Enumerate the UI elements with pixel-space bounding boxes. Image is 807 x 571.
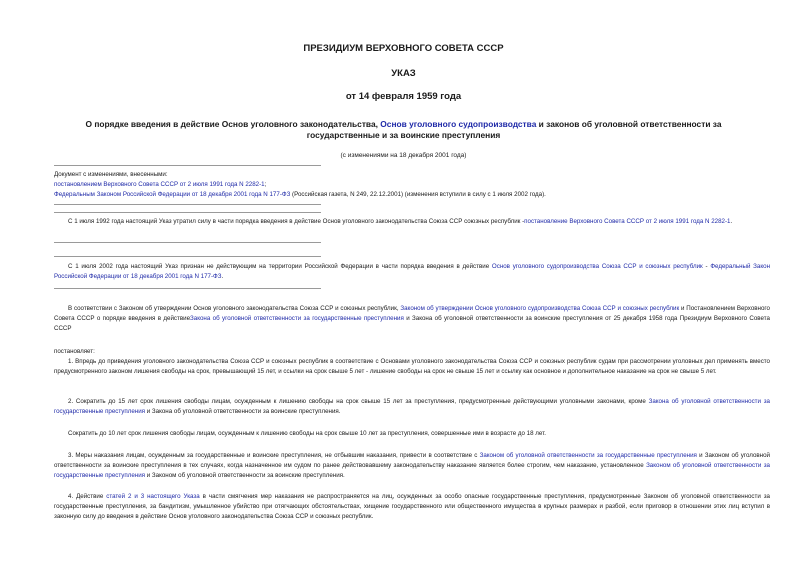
preamble-link-procedure-law[interactable]: Законом об утверждении Основ уголовного судопроизводства Союза ССР и союзных республик bbox=[400, 305, 680, 312]
document-title bbox=[56, 119, 751, 141]
decrees-label: постановляет: bbox=[54, 348, 95, 355]
issuer-heading: ПРЕЗИДИУМ ВЕРХОВНОГО СОВЕТА СССР bbox=[303, 43, 504, 54]
article-3-link-2[interactable]: Законом об уголовной ответственности за государственные преступления bbox=[54, 461, 770, 479]
divider bbox=[54, 288, 321, 289]
preamble-paragraph: В соответствии с Законом об утверждении Основ уголовного законодательства Союза ССР и союзных республик, Законом об утверждении Основ уголовного судопроизводства Союза ССР и союзных республик и Постановлением Верховного Совета СССР о порядке введения в действиеЗакона об уголовной ответственности за государственные преступления и Закона об уголовной ответственности за воинские преступления от 25 декабря 1958 года Президиум Верховного Совета СССР bbox=[54, 305, 770, 332]
title-part-b: и законов об уголовной ответственности за государственные и за воинские преступления bbox=[306, 119, 722, 140]
amendment-line-1: постановлением Верховного Совета СССР от 2 июля 1991 года N 2282-1; bbox=[54, 180, 267, 188]
divider bbox=[54, 204, 321, 205]
amendment-link-resolution-1991[interactable]: постановлением Верховного Совета СССР от 2 июля 1991 года N 2282-1 bbox=[54, 180, 265, 188]
article-3-link-1[interactable]: Законом об уголовной ответственности за государственные преступления bbox=[479, 452, 697, 459]
divider bbox=[54, 256, 321, 257]
note-1992: С 1 июля 1992 года настоящий Указ утратил силу в части порядка введения в действие Основ уголовного законодательства Союза ССР союзных республик -постановление Верховного Совета СССР от 2 июля 1991 года N 2282-1. bbox=[68, 218, 733, 225]
amendments-block bbox=[54, 170, 770, 199]
article-1: 1. Впредь до приведения уголовного законодательства Союза ССР и союзных республик в соответствие с Основами уголовного законодательства Союза ССР и союзных республик судам при рассмотрении уголовных дел применять вместо предусмотренного законом лишения свободы на срок, превышающий 15 лет, и ссылки на срок свыше 5 лет - лишение свободы на срок не свыше 15 лет и ссылку как основное и дополнительное наказание на срок не свыше 5 лет. bbox=[54, 358, 770, 375]
note-2002-link-federal-law[interactable]: Федеральный Закон Российской Федерации от 18 декабря 2001 года N 177-ФЗ bbox=[54, 263, 770, 280]
amendments-intro: Документ с изменениями, внесенными: bbox=[54, 171, 168, 178]
divider bbox=[54, 165, 321, 166]
article-3: 3. Меры наказания лицам, осужденным за государственные и воинские преступления, не отбывшим наказания, привести в соответствие с Законом об уголовной ответственности за государственные преступления и Законом об уголовной ответственности за воинские преступления в тех случаях, когда назначенное им судом по ранее действовавшему законодательству наказание является более строгим, чем наказание, установленное Законом об уголовной ответственности за государственные преступления и Законом об уголовной ответственности за воинские преступления. bbox=[54, 452, 770, 479]
preamble-link-state-crimes-law[interactable]: Закона об уголовной ответственности за государственные преступления bbox=[190, 314, 404, 322]
article-4-link[interactable]: статей 2 и 3 настоящего Указа bbox=[106, 493, 200, 500]
divider bbox=[54, 212, 321, 213]
article-2: 2. Сократить до 15 лет срок лишения свободы лицам, осужденным к лишению свободы на срок свыше 15 лет за преступления, предусмотренные действующими уголовными законами, кроме Закона об уголовной ответственности за государственные преступления и Закона об уголовной ответственности за воинские преступления. bbox=[54, 398, 770, 415]
document-type: УКАЗ bbox=[391, 68, 416, 79]
note-2002-link-procedure[interactable]: Основ уголовного судопроизводства Союза ССР и союзных республик bbox=[491, 263, 703, 270]
document-date: от 14 февраля 1959 года bbox=[345, 91, 462, 102]
article-4: 4. Действие статей 2 и 3 настоящего Указа в части смягчения мер наказания не распространяется на лиц, осужденных за особо опасные государственные преступления, предусмотренные Законом об уголовной ответственности за государственные преступления, за бандитизм, умышленное убийство при отягчающих обстоятельствах, хищение государственного или общественного имущества в крупных размерах и разбой, если приговор в отношении этих лиц вступил в законную силу до введения в действие Основ уголовного законодательства Союза ССР и союзных республик. bbox=[54, 493, 770, 520]
divider bbox=[54, 242, 321, 243]
article-2-part-2: Сократить до 10 лет срок лишения свободы лицам, осужденным к лишению свободы на срок свыше 10 лет за преступления, совершенные ими в возрасте до 18 лет. bbox=[68, 430, 546, 437]
changes-note: (с изменениями на 18 декабря 2001 года) bbox=[340, 152, 467, 159]
title-part-a: О порядке введения в действие Основ уголовного законодательства, bbox=[85, 119, 381, 129]
note-1992-link[interactable]: постановление Верховного Совета СССР от 2 июля 1991 года N 2282-1 bbox=[524, 218, 731, 225]
amendment-link-federal-law-2001[interactable]: Федеральным Законом Российской Федерации от 18 декабря 2001 года N 177-ФЗ bbox=[54, 190, 291, 198]
note-2002: С 1 июля 2002 года настоящий Указ признан не действующим на территории Российской Федерации в части порядка введения в действие Основ уголовного судопроизводства Союза ССР и союзных республик - Федеральный Закон Российской Федерации от 18 декабря 2001 года N 177-ФЗ. bbox=[54, 263, 770, 280]
title-link-criminal-procedure[interactable]: Основ уголовного судопроизводства bbox=[380, 119, 537, 129]
amendment-line-2: Федеральным Законом Российской Федерации от 18 декабря 2001 года N 177-ФЗ (Российская газета, N 249, 22.12.2001) (изменения вступили в силу с 1 июля 2002 года). bbox=[54, 190, 546, 198]
article-2-link[interactable]: Закона об уголовной ответственности за государственные преступления bbox=[54, 398, 770, 415]
